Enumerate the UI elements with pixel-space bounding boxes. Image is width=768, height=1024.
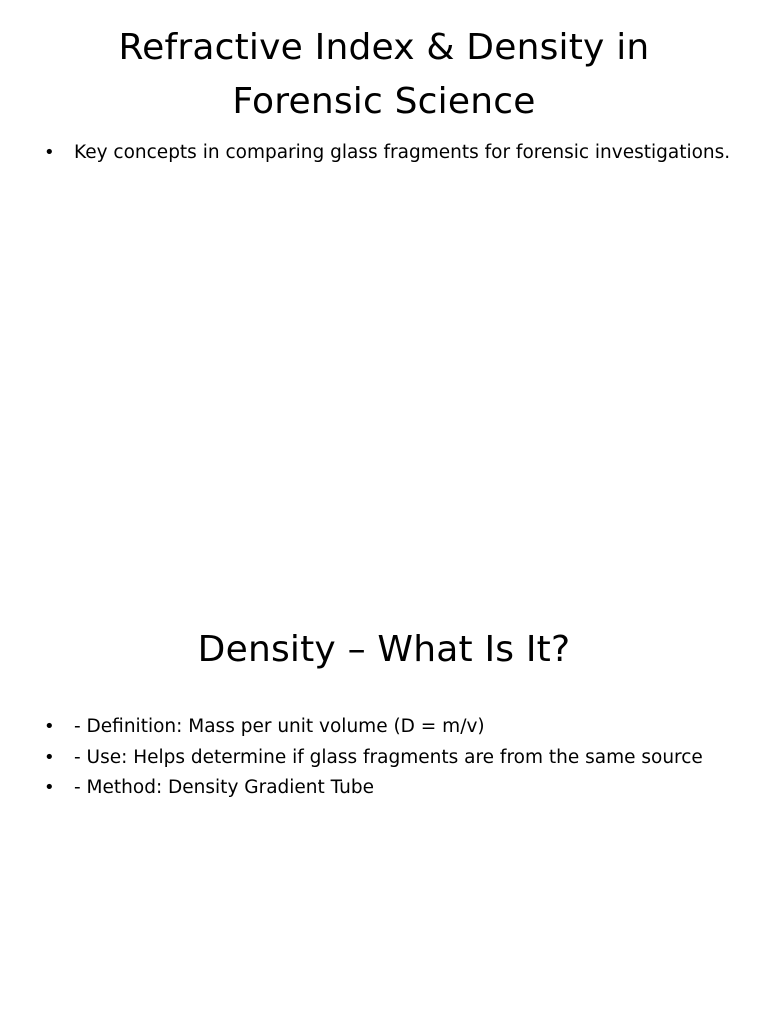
bullet-text: - Definition: Mass per unit volume (D = m/v)	[74, 716, 485, 737]
bullet-item	[44, 712, 734, 743]
bullet-icon: •	[44, 777, 55, 798]
bullet-text: Key concepts in comparing glass fragments for forensic investigations.	[74, 142, 731, 163]
bullet-text: - Use: Helps determine if glass fragments are from the same source	[74, 746, 703, 768]
bullet-text: - Method: Density Gradient Tube	[74, 777, 375, 798]
bullet-icon: •	[44, 746, 55, 768]
slide-2	[0, 512, 768, 1024]
bullet-item	[44, 138, 734, 169]
bullet-icon: •	[44, 142, 55, 163]
bullet-item	[44, 743, 734, 774]
slide-1-title: Refractive Index & Density in Forensic Science	[118, 27, 650, 122]
slide-2-bullet-list	[44, 712, 734, 804]
bullet-item	[44, 773, 734, 804]
slide-1-bullet-list	[44, 138, 734, 169]
slide-2-title: Density – What Is It?	[197, 629, 571, 670]
bullet-icon: •	[44, 716, 55, 737]
